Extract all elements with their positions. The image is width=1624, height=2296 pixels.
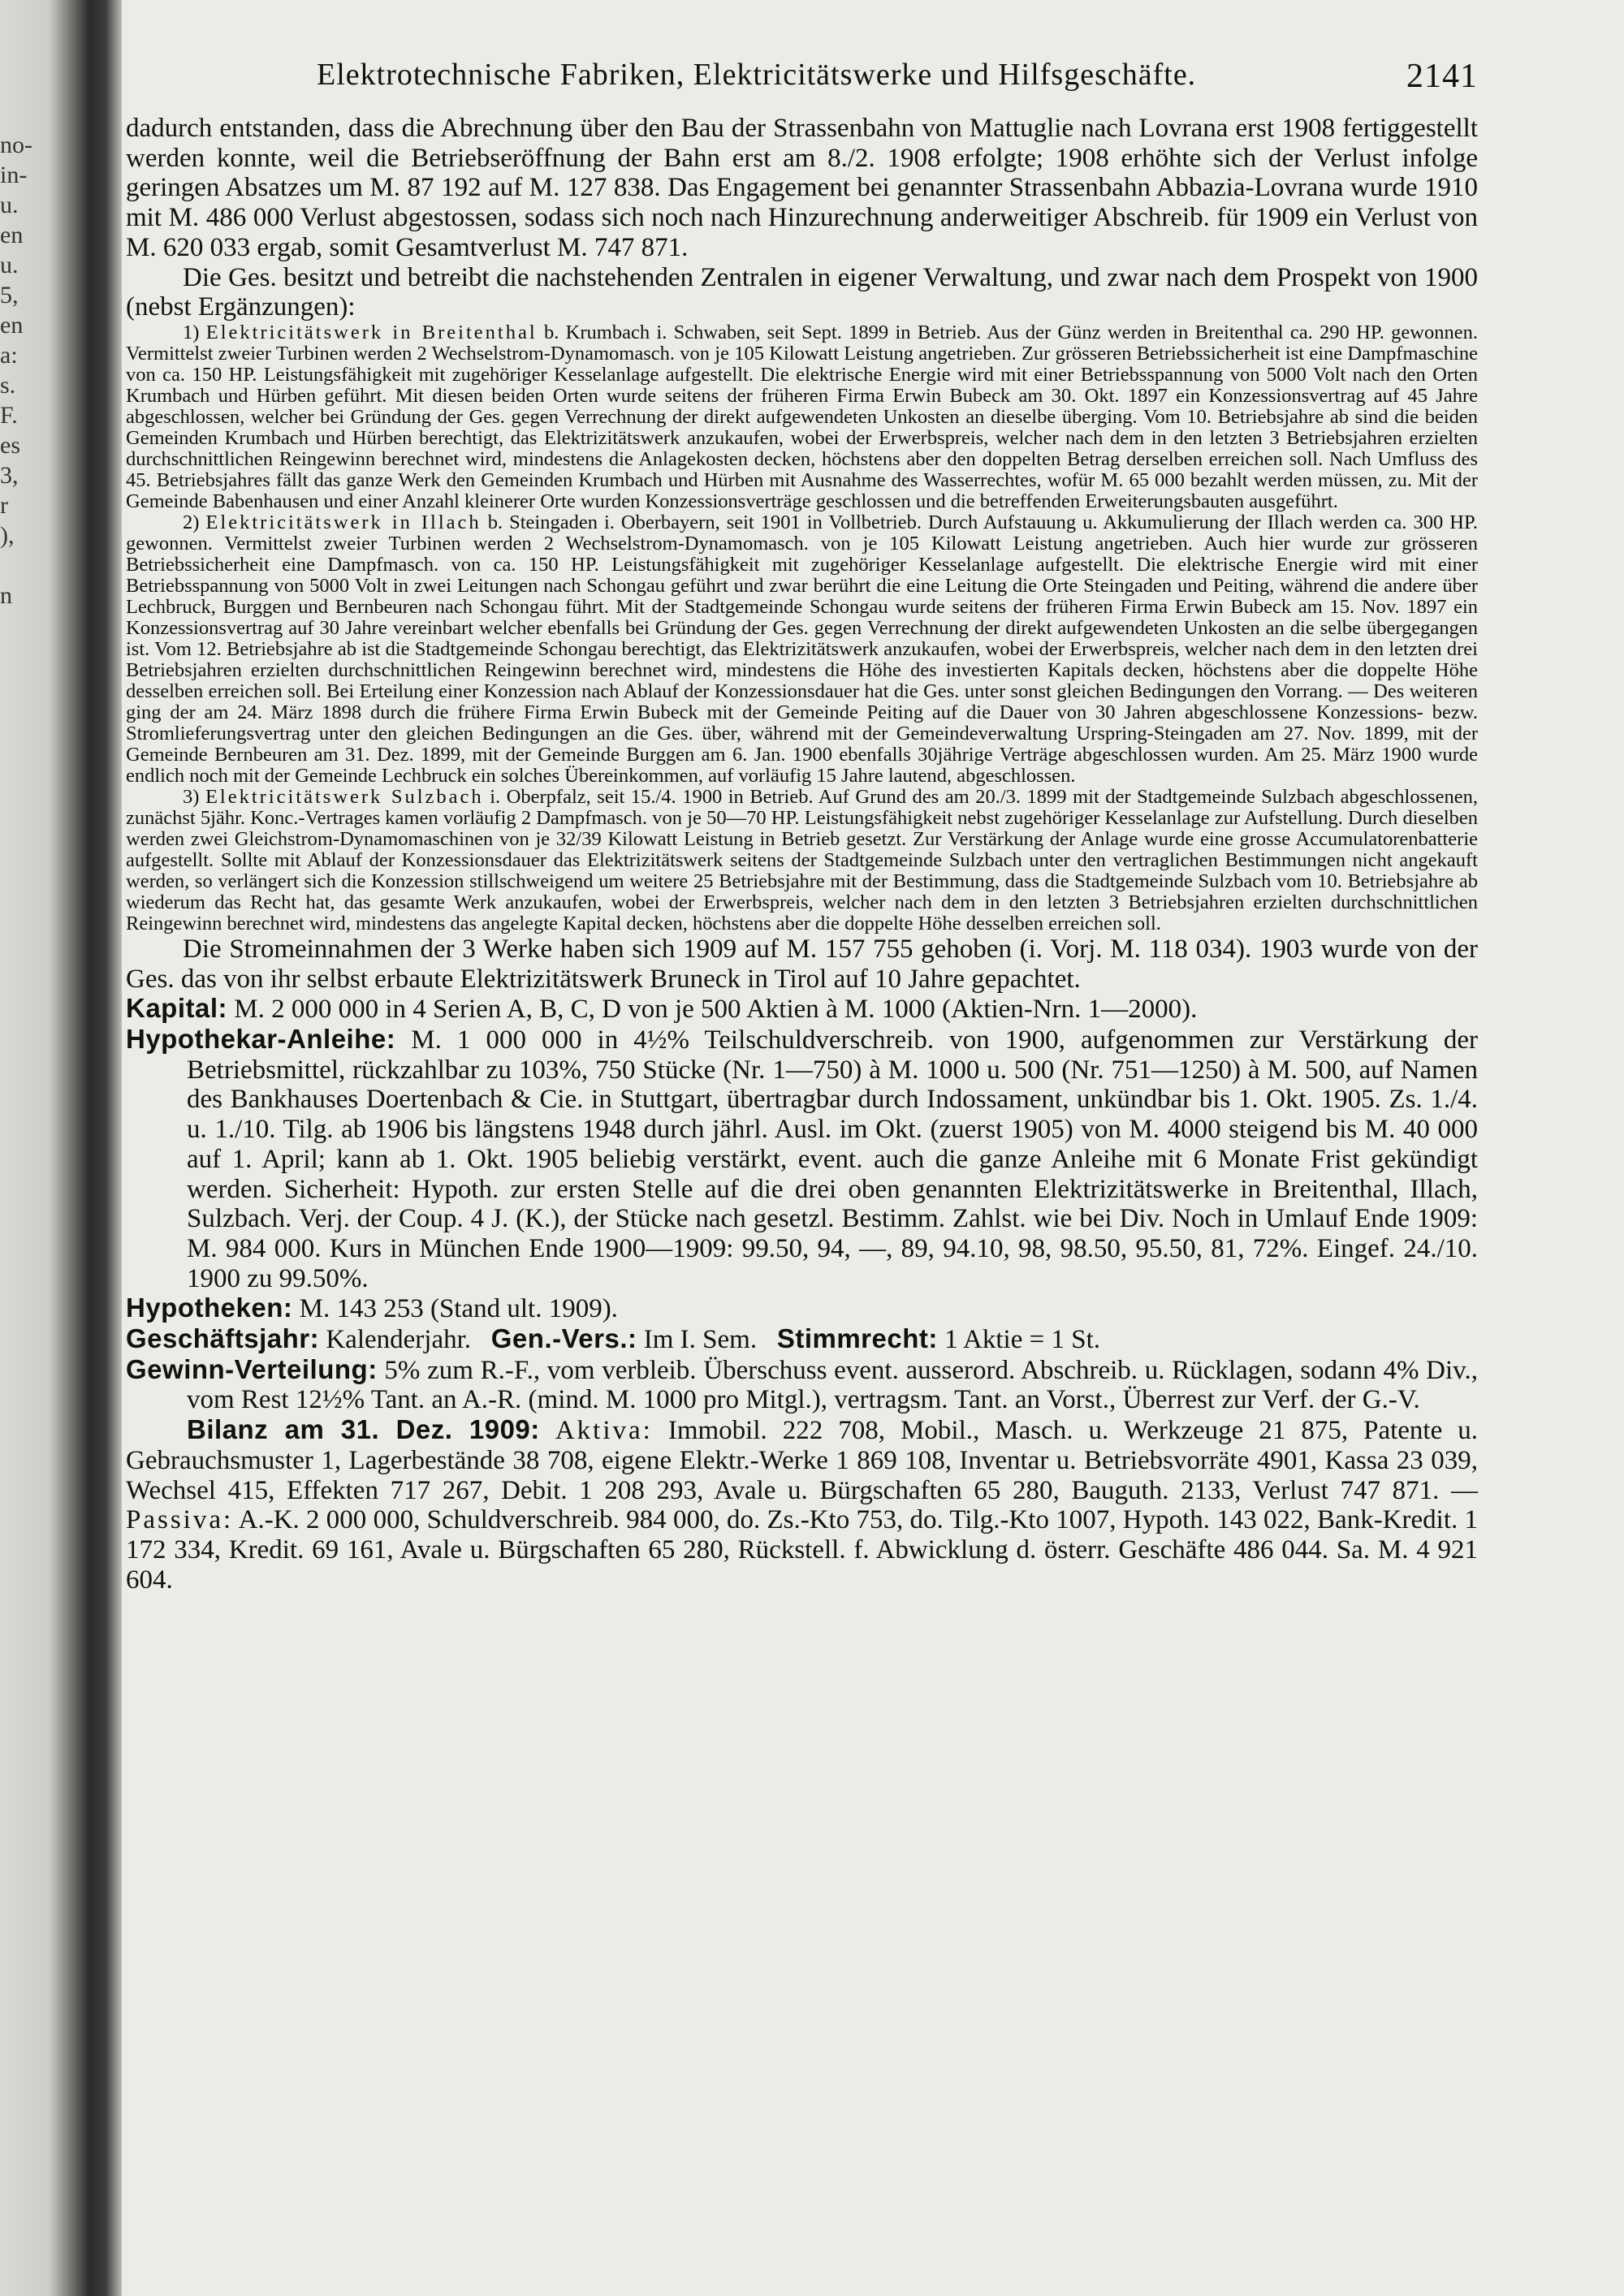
gewinn-section: Gewinn-Verteilung: 5% zum R.-F., vom verbleib. Überschuss event. ausserord. Abschreib. u. Rücklagen, sodann 4% Div., vom Rest 12½% Tant. an A.-R. (mind. M. 1000 pro Mitgl.), vertragsm. Tant. an Vorst., Überrest zur Verf. der G.-V. (126, 1353, 1479, 1415)
adjacent-page-fragment: no- in- u. en u. 5, en a: s. F. es 3, r ), n (0, 132, 32, 609)
page (126, 49, 1478, 1595)
page-number: 2141 (1406, 58, 1478, 95)
kapital-section: Kapital: M. 2 000 000 in 4 Serien A, B, C, D von je 500 Aktien à M. 1000 (Aktien-Nrn. 1—2000). (126, 993, 1198, 1025)
work-name: Elektricitätswerk Sulzbach (205, 785, 484, 808)
header-title: Elektrotechnische Fabriken, Elektricitätswerke und Hilfsgeschäfte. (317, 58, 1197, 92)
work-item: 3) Elektricitätswerk Sulzbach i. Oberpfalz, seit 15./4. 1900 in Betrieb. Auf Grund des am 20./3. 1899 mit der Stadtgemeinde Sulzbach abgeschlossenen, zunächst 5jähr. Konc.-Vertrages kamen vorläufig 2 Dampfmasch. von je 50—70 HP. Leistungsfähigkeit nebst zugehöriger Kesselanlage zur Aufstellung. Durch dieselben werden zwei Gleichstrom-Dynamomaschinen von je 32/39 Kilowatt Leistung in Betrieb gesetzt. Zur Verstärkung der Anlage wurde eine grosse Accumulatorenbatterie aufgestellt. Sollte mit Ablauf der Konzessionsdauer das Elektrizitätswerk seitens der Stadtgemeinde Sulzbach unter den vertraglichen Bestimmungen nicht angekauft werden, so verlängert sich die Konzession stillschweigend um weitere 25 Betriebsjahre mit der Bestimmung, dass die Stadtgemeinde Sulzbach vom 10. Betriebsjahre ab wiederum das Recht hat, das gesamte Werk anzukaufen, wobei der Erwerbspreis, welcher nach dem in den letzten 3 Betriebsjahren erzielten durchschnittlichen Reingewinn berechnet wird, mindestens das angelegte Kapital decken, höchstens aber die doppelte Höhe desselben erreichen soll. (126, 785, 1479, 934)
work-name: Elektricitätswerk in Breitenthal (205, 321, 538, 343)
bilanz-section: Bilanz am 31. Dez. 1909: Aktiva: Immobil. 222 708, Mobil., Masch. u. Werkzeuge 21 875, Patente u. Gebrauchsmuster 1, Lagerbestände 38 708, eigene Elektr.-Werke 1 869 108, Inventar u. Betriebsvorräte 4901, Kassa 23 039, Wechsel 415, Effekten 717 267, Debit. 1 208 293, Avale u. Bürgschaften 65 280, Bauguth. 2133, Verlust 747 871. — Passiva: A.-K. 2 000 000, Schuldverschreib. 984 000, do. Zs.-Kto 753, do. Tilg.-Kto 1007, Hypoth. 143 022, Bank-Kredit. 1 172 334, Kredit. 69 161, Avale u. Bürgschaften 65 280, Rückstell. f. Abwicklung d. österr. Geschäfte 486 044. Sa. M. 4 921 604. (126, 1414, 1479, 1595)
intro-text (126, 114, 1478, 322)
geschaeftsjahr-section: Geschäftsjahr: Kalenderjahr. Gen.-Vers.: Im I. Sem. Stimmrecht: 1 Aktie = 1 St. (126, 1323, 1101, 1355)
work-item: 1) Elektricitätswerk in Breitenthal b. Krumbach i. Schwaben, seit Sept. 1899 in Betrieb. Aus der Günz werden in Breitenthal ca. 290 HP. gewonnen. Vermittelst zweier Turbinen werden 2 Wechselstrom-Dynamomasch. von je 105 Kilowatt Leistung angetrieben. Zur grösseren Betriebssicherheit ist eine Dampfmaschine von ca. 150 HP. Leistungsfähigkeit mit zugehöriger Kesselanlage aufgestellt. Die elektrische Energie wird mit einer Betriebsspannung von 5000 Volt nach den Orten Krumbach und Hürben geführt. Mit diesen beiden Orten wurde seitens der früheren Firma Erwin Bubeck am 30. Okt. 1897 ein Konzessionsvertrag auf 45 Jahre abgeschlossen, welcher bei Gründung der Ges. gegen Verrechnung der direkt aufgewendeten Unkosten an dieselbe überging. Vom 10. Betriebsjahre ab sind die beiden Gemeinden Krumbach und Hürben berechtigt, das Elektrizitätswerk anzukaufen, wobei der Erwerbspreis, welcher nach dem in den letzten 3 Betriebsjahren erzielten durchschnittlichen Reingewinn berechnet wird, mindestens die Anlagekosten decken, höchstens aber den doppelten Betrag derselben erreichen soll. Nach Umfluss des 45. Betriebsjahres fällt das ganze Werk den Gemeinden Krumbach und Hürben mit Ausnahme des Wasserrechtes, wofür M. 65 000 bezahlt werden müssen, zu. Mit der Gemeinde Babenhausen und einer Anzahl kleinerer Orte wurden Konzessionsverträge geschlossen und die betreffenden Erweiterungsbauten ausgeführt. (126, 321, 1478, 512)
intro-paragraph-2: Die Ges. besitzt und betreibt die nachstehenden Zentralen in eigener Verwaltung, und zwar nach dem Prospekt von 1900 (nebst Ergänzungen): (126, 262, 1478, 322)
hypotheken-section: Hypotheken: M. 143 253 (Stand ult. 1909). (126, 1293, 618, 1324)
revenue-paragraph: Die Stromeinnahmen der 3 Werke haben sich 1909 auf M. 157 755 gehoben (i. Vorj. M. 118 034). 1903 wurde von der Ges. das von ihr selbst erbaute Elektrizitätswerk Bruneck in Tirol auf 10 Jahre gepachtet. (126, 934, 1478, 994)
works-list (126, 322, 1478, 934)
anleihe-section: Hypothekar-Anleihe: M. 1 000 000 in 4½% Teilschuldverschreib. von 1900, aufgenommen zur Verstärkung der Betriebsmittel, rückzahlbar zu 103%, 750 Stücke (Nr. 1—750) à M. 1000 u. 500 (Nr. 751—1250) à M. 500, auf Namen des Bankhauses Doertenbach & Cie. in Stuttgart, übertragbar durch Indossament, unkündbar bis 1. Okt. 1905. Zs. 1./4. u. 1./10. Tilg. ab 1906 bis längstens 1948 durch jährl. Ausl. im Okt. (zuerst 1905) von M. 4000 steigend bis M. 40 000 auf 1. April; kann ab 1. Okt. 1905 beliebig verstärkt, event. auch die ganze Anleihe mit 6 Monate Frist gekündigt werden. Sicherheit: Hypoth. zur ersten Stelle auf die drei oben genannten Elektrizitätswerke in Breitenthal, Illach, Sulzbach. Verj. der Coup. 4 J. (K.), der Stücke nach gesetzl. Bestimm. Zahlst. wie bei Div. Noch in Umlauf Ende 1909: M. 984 000. Kurs in München Ende 1900—1909: 99.50, 94, —, 89, 94.10, 98, 98.50, 95.50, 81, 72%. Eingef. 24./10. 1900 zu 99.50%. (126, 1024, 1478, 1293)
work-item: 2) Elektricitätswerk in Illach b. Steingaden i. Oberbayern, seit 1901 in Vollbetrieb. Durch Aufstauung u. Akkumulierung der Illach werden ca. 300 HP. gewonnen. Vermittelst zweier Turbinen werden 2 Wechselstrom-Dynamomasch. von je 105 Kilowatt Leistung angetrieben. Auch hier wurde zur grösseren Betriebssicherheit eine Dampfmasch. von ca. 150 HP. Leistungsfähigkeit mit zugehöriger Kesselanlage aufgestellt. Die elektrische Energie wird mit einer Betriebsspannung von 5000 Volt in zwei Leitungen nach Schongau geführt und zwar berührt die eine Leitung die Orte Steingaden und Peiting, während die andere über Lechbruck, Burggen und Bernbeuren nach Schongau führt. Mit der Stadtgemeinde Schongau wurde seitens der früheren Firma Erwin Bubeck am 15. Nov. 1897 ein Konzessionsvertrag auf 30 Jahre vereinbart welcher ebenfalls bei Gründung der Ges. gegen Verrechnung der direkt aufgewendeten Unkosten an die selbe übergegangen ist. Vom 12. Betriebsjahre ab ist die Stadtgemeinde Schongau berechtigt, das Elektrizitätswerk anzukaufen, wobei der Erwerbspreis, welcher nach dem in den letzten drei Betriebsjahren erzielten durchschnittlichen Reingewinn berechnet wird, mindestens die Höhe des investierten Kapitals decken, höchstens aber die doppelte Höhe desselben erreichen soll. Bei Erteilung einer Konzession nach Ablauf der Konzessionsdauer hat die Ges. unter sonst gleichen Bedingungen den Vorrang. — Des weiteren ging der am 24. März 1898 durch die frühere Firma Erwin Bubeck mit der Gemeinde Peiting auf die Dauer von 30 Jahren abgeschlossene Konzessions- bezw. Stromlieferungsvertrag unter den gleichen Bedingungen an die Ges. über, während mit der Gemeindeverwaltung Urspring-Steingaden am 27. Nov. 1899, mit der Gemeinde Bernbeuren am 31. Dez. 1899, mit der Gemeinde Burggen am 6. Jan. 1900 ebenfalls 30jährige Verträge abgeschlossen wurden. Am 25. März 1900 wurde endlich noch mit der Gemeinde Lechbruck ein solches Übereinkommen, auf vorläufig 15 Jahre lautend, abgeschlossen. (126, 511, 1479, 787)
company-details (126, 934, 1478, 1595)
running-header (126, 49, 1478, 114)
work-name: Elektricitätswerk in Illach (205, 511, 482, 533)
intro-paragraph-1: dadurch entstanden, dass die Abrechnung über den Bau der Strassenbahn von Mattuglie nach Lovrana erst 1908 fertiggestellt werden konnte, weil die Betriebseröffnung der Bahn erst am 8./2. 1908 erfolgte; 1908 erhöhte sich der Verlust infolge geringen Absatzes um M. 87 192 auf M. 127 838. Das Engagement bei genannter Strassenbahn Abbazia-Lovrana wurde 1910 mit M. 486 000 Verlust abgestossen, sodass sich noch nach Hinzurechnung anderweitiger Abschreib. für 1909 ein Verlust von M. 620 033 ergab, somit Gesamtverlust M. 747 871. (126, 114, 1478, 262)
